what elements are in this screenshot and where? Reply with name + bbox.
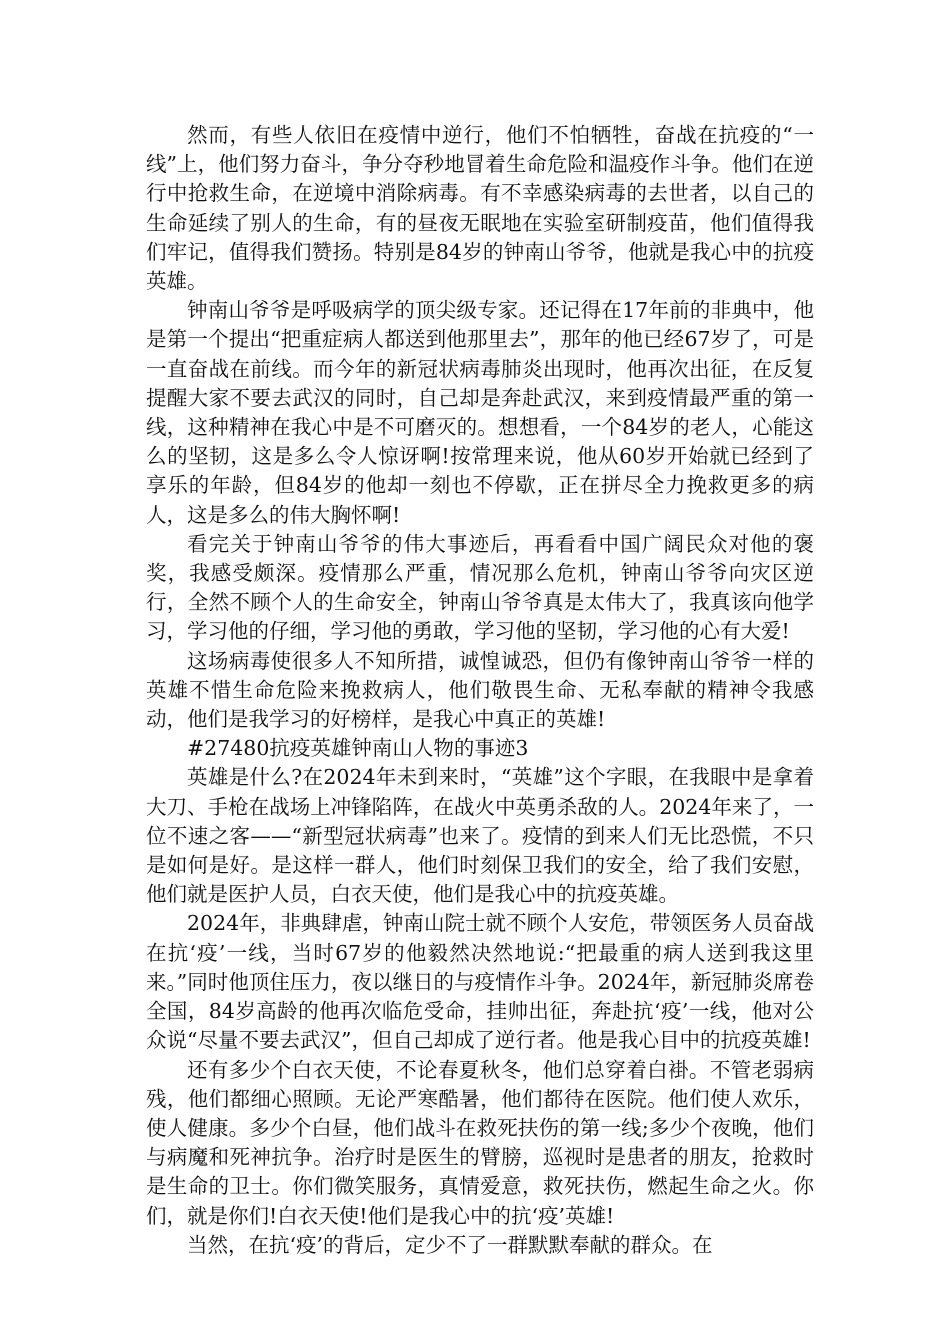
section-heading: #27480抗疫英雄钟南山人物的事迹3 — [187, 736, 529, 761]
paragraph: 当然，在抗‘疫’的背后，定少不了一群默默奉献的群众。在 — [187, 1232, 713, 1257]
article-body — [146, 121, 814, 1260]
paragraph: 还有多少个白衣天使，不论春夏秋冬，他们总穿着白褂。不管老弱病残，他们都细心照顾。无论严寒酷暑，他们都待在医院。他们使人欢乐，使人健康。多少个白昼，他们战斗在救死扶伤的第一线;多少个夜晚，他们与病魔和死神抗争。治疗时是医生的臂膀，巡视时是患者的朋友，抢救时是生命的卫士。你们微笑服务，真情爱意，救死扶伤，燃起生命之火。你们，就是你们!白衣天使!他们是我心中的抗‘疫’英雄! — [146, 1057, 814, 1228]
paragraph: 看完关于钟南山爷爷的伟大事迹后，再看看中国广阔民众对他的褒奖，我感受颇深。疫情那么严重，情况那么危机，钟南山爷爷向灾区逆行，全然不顾个人的生命安全，钟南山爷爷真是太伟大了，我真该向他学习，学习他的仔细，学习他的勇敢，学习他的坚韧，学习他的心有大爱! — [146, 531, 814, 644]
paragraph: 然而，有些人依旧在疫情中逆行，他们不怕牺牲，奋战在抗疫的“一线”上，他们努力奋斗，争分夺秒地冒着生命危险和温疫作斗争。他们在逆行中抢救生命，在逆境中消除病毒。有不幸感染病毒的去世者，以自己的生命延续了别人的生命，有的昼夜无眠地在实验室研制疫苗，他们值得我们牢记，值得我们赞扬。特别是84岁的钟南山爷爷，他就是我心中的抗疫英雄。 — [146, 123, 814, 294]
paragraph: 英雄是什么?在2024年未到来时，“英雄”这个字眼，在我眼中是拿着大刀、手枪在战场上冲锋陷阵，在战火中英勇杀敌的人。2024年来了，一位不速之客——“新型冠状病毒”也来了。疫情的到来人们无比恐慌，不只是如何是好。是这样一群人，他们时刻保卫我们的安全，给了我们安慰，他们就是医护人员，白衣天使，他们是我心中的抗疫英雄。 — [146, 765, 814, 907]
paragraph: 钟南山爷爷是呼吸病学的顶尖级专家。还记得在17年前的非典中，他是第一个提出“把重症病人都送到他那里去”，那年的他已经67岁了，可是一直奋战在前线。而今年的新冠状病毒肺炎出现时，他再次出征，在反复提醒大家不要去武汉的同时，自己却是奔赴武汉，来到疫情最严重的第一线，这种精神在我心中是不可磨灭的。想想看，一个84岁的老人，心能这么的坚韧，这是多么令人惊讶啊!按常理来说，他从60岁开始就已经到了享乐的年龄，但84岁的他却一刻也不停歇，正在拼尽全力挽救更多的病人，这是多么的伟大胸怀啊! — [146, 298, 814, 527]
paragraph: 这场病毒使很多人不知所措，诚惶诚恐，但仍有像钟南山爷爷一样的英雄不惜生命危险来挽救病人，他们敬畏生命、无私奉献的精神令我感动，他们是我学习的好榜样，是我心中真正的英雄! — [146, 648, 814, 732]
paragraph: 2024年，非典肆虐，钟南山院士就不顾个人安危，带领医务人员奋战在抗‘疫’一线，当时67岁的他毅然决然地说:“把最重的病人送到我这里来。”同时他顶住压力，夜以继日的与疫情作斗争。2024年，新冠肺炎席卷全国，84岁高龄的他再次临危受命，挂帅出征，奔赴抗‘疫’一线，他对公众说“尽量不要去武汉”，但自己却成了逆行者。他是我心目中的抗疫英雄! — [146, 911, 814, 1053]
